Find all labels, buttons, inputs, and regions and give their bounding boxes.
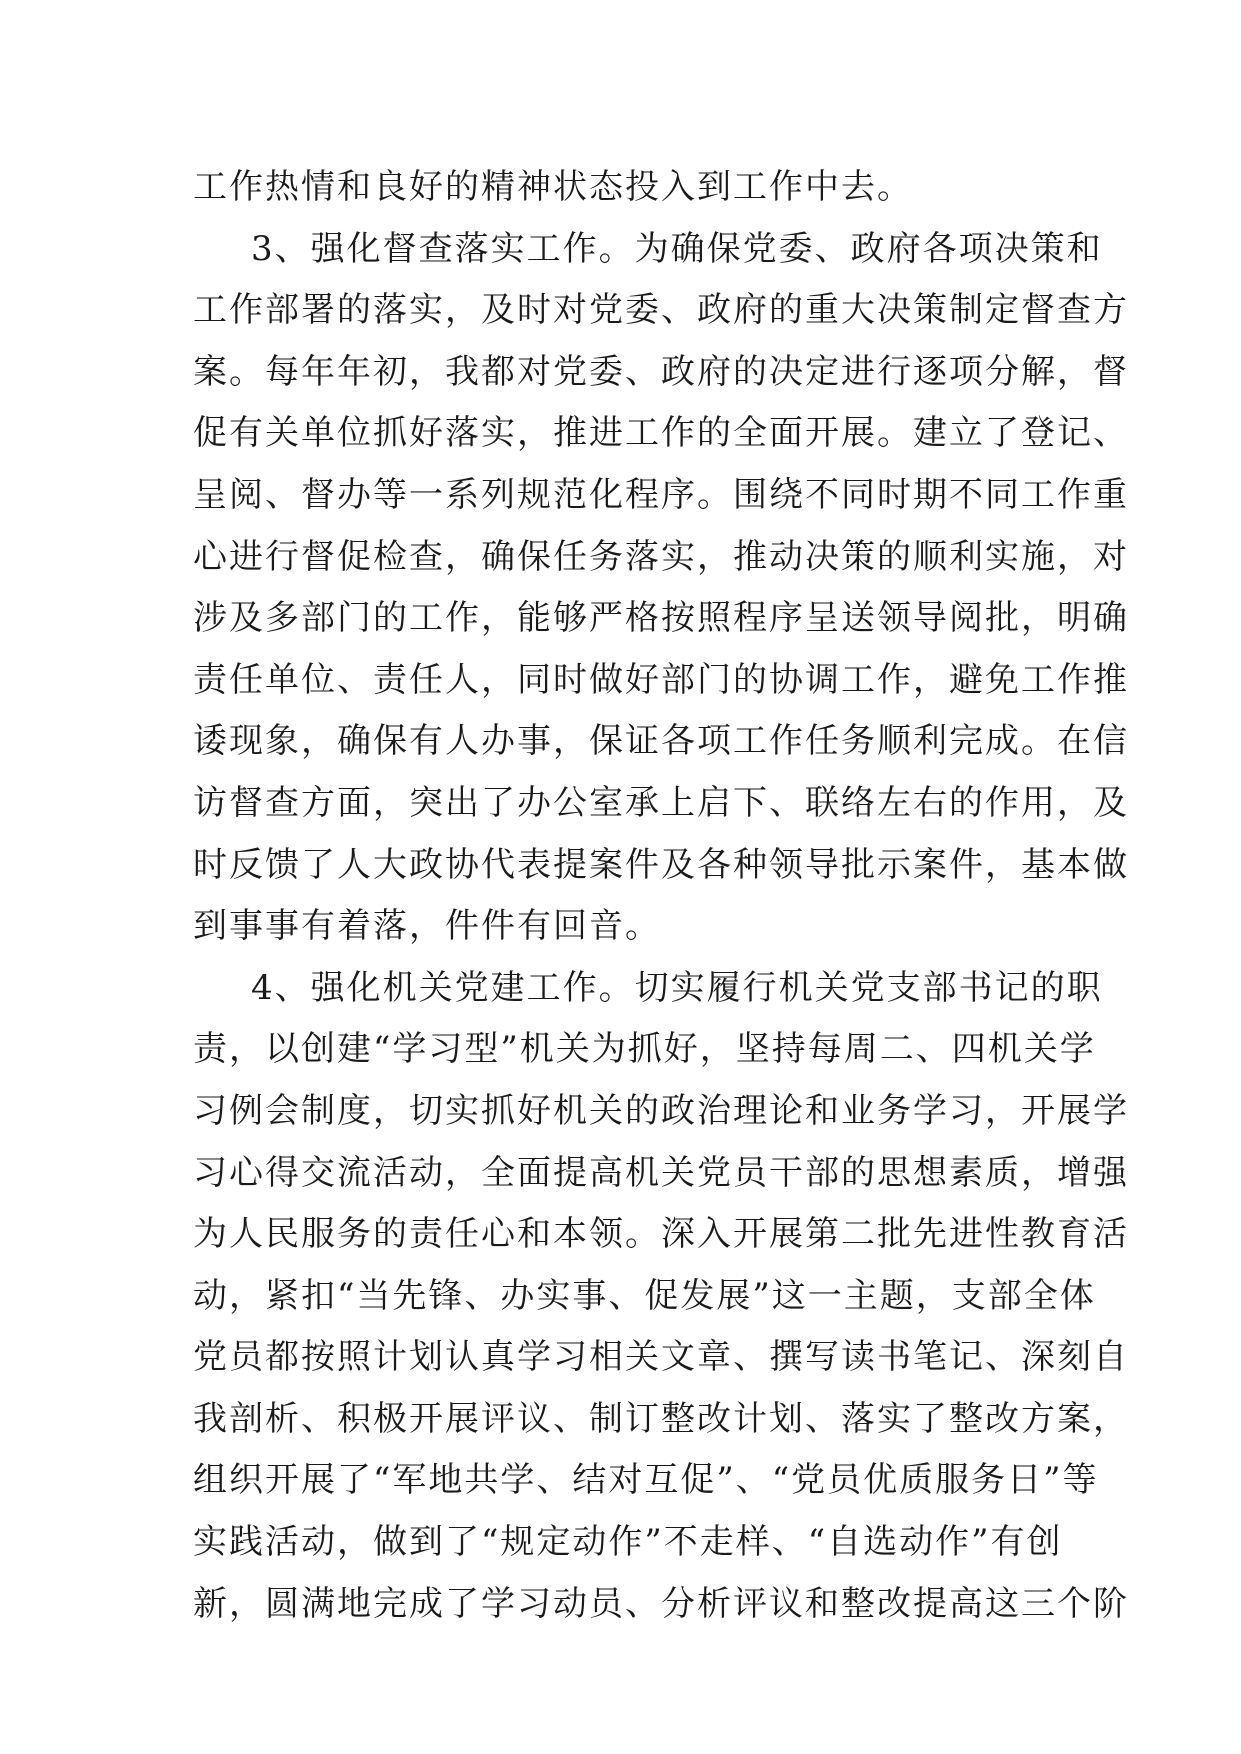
text-line: 涉及多部门的工作，能够严格按照程序呈送领导阅批，明确	[193, 598, 1129, 639]
text-line: 呈阅、督办等一系列规范化程序。围绕不同时期不同工作重	[193, 474, 1129, 515]
text-line: 心进行督促检查，确保任务落实，推动决策的顺利实施，对	[193, 536, 1129, 577]
text-line: 4、强化机关党建工作。切实履行机关党支部书记的职	[251, 967, 1103, 1008]
text-line: 为人民服务的责任心和本领。深入开展第二批先进性教育活	[193, 1214, 1129, 1255]
text-line: 责，以创建“学习型”机关为抓好，坚持每周二、四机关学	[193, 1029, 1096, 1070]
text-line: 诿现象，确保有人办事，保证各项工作任务顺利完成。在信	[193, 721, 1129, 762]
text-line: 促有关单位抓好落实，推进工作的全面开展。建立了登记、	[193, 413, 1129, 454]
text-line: 党员都按照计划认真学习相关文章、撰写读书笔记、深刻自	[193, 1337, 1129, 1378]
text-line: 时反馈了人大政协代表提案件及各种领导批示案件，基本做	[193, 844, 1129, 885]
text-line: 3、强化督查落实工作。为确保党委、政府各项决策和	[251, 228, 1103, 269]
text-line: 习例会制度，切实抓好机关的政治理论和业务学习，开展学	[193, 1090, 1129, 1131]
text-line: 我剖析、积极开展评议、制订整改计划、落实了整改方案，	[193, 1398, 1129, 1439]
text-line: 习心得交流活动，全面提高机关党员干部的思想素质，增强	[193, 1152, 1129, 1193]
document-body	[193, 157, 1129, 1635]
text-line: 到事事有着落，件件有回音。	[193, 906, 661, 947]
text-line: 新，圆满地完成了学习动员、分析评议和整改提高这三个阶	[193, 1583, 1129, 1624]
text-line: 实践活动，做到了“规定动作”不走样、“自选动作”有创	[193, 1522, 1063, 1563]
text-line: 责任单位、责任人，同时做好部门的协调工作，避免工作推	[193, 659, 1129, 700]
text-line: 动，紧扣“当先锋、办实事、促发展”这一主题，支部全体	[193, 1275, 1096, 1316]
text-line: 工作部署的落实，及时对党委、政府的重大决策制定督查方	[193, 290, 1129, 331]
text-line: 组织开展了“军地共学、结对互促”、“党员优质服务日”等	[193, 1460, 1099, 1501]
text-line: 访督查方面，突出了办公室承上启下、联络左右的作用，及	[193, 782, 1129, 823]
text-line: 工作热情和良好的精神状态投入到工作中去。	[193, 167, 913, 207]
text-line: 案。每年年初，我都对党委、政府的决定进行逐项分解，督	[193, 351, 1129, 392]
